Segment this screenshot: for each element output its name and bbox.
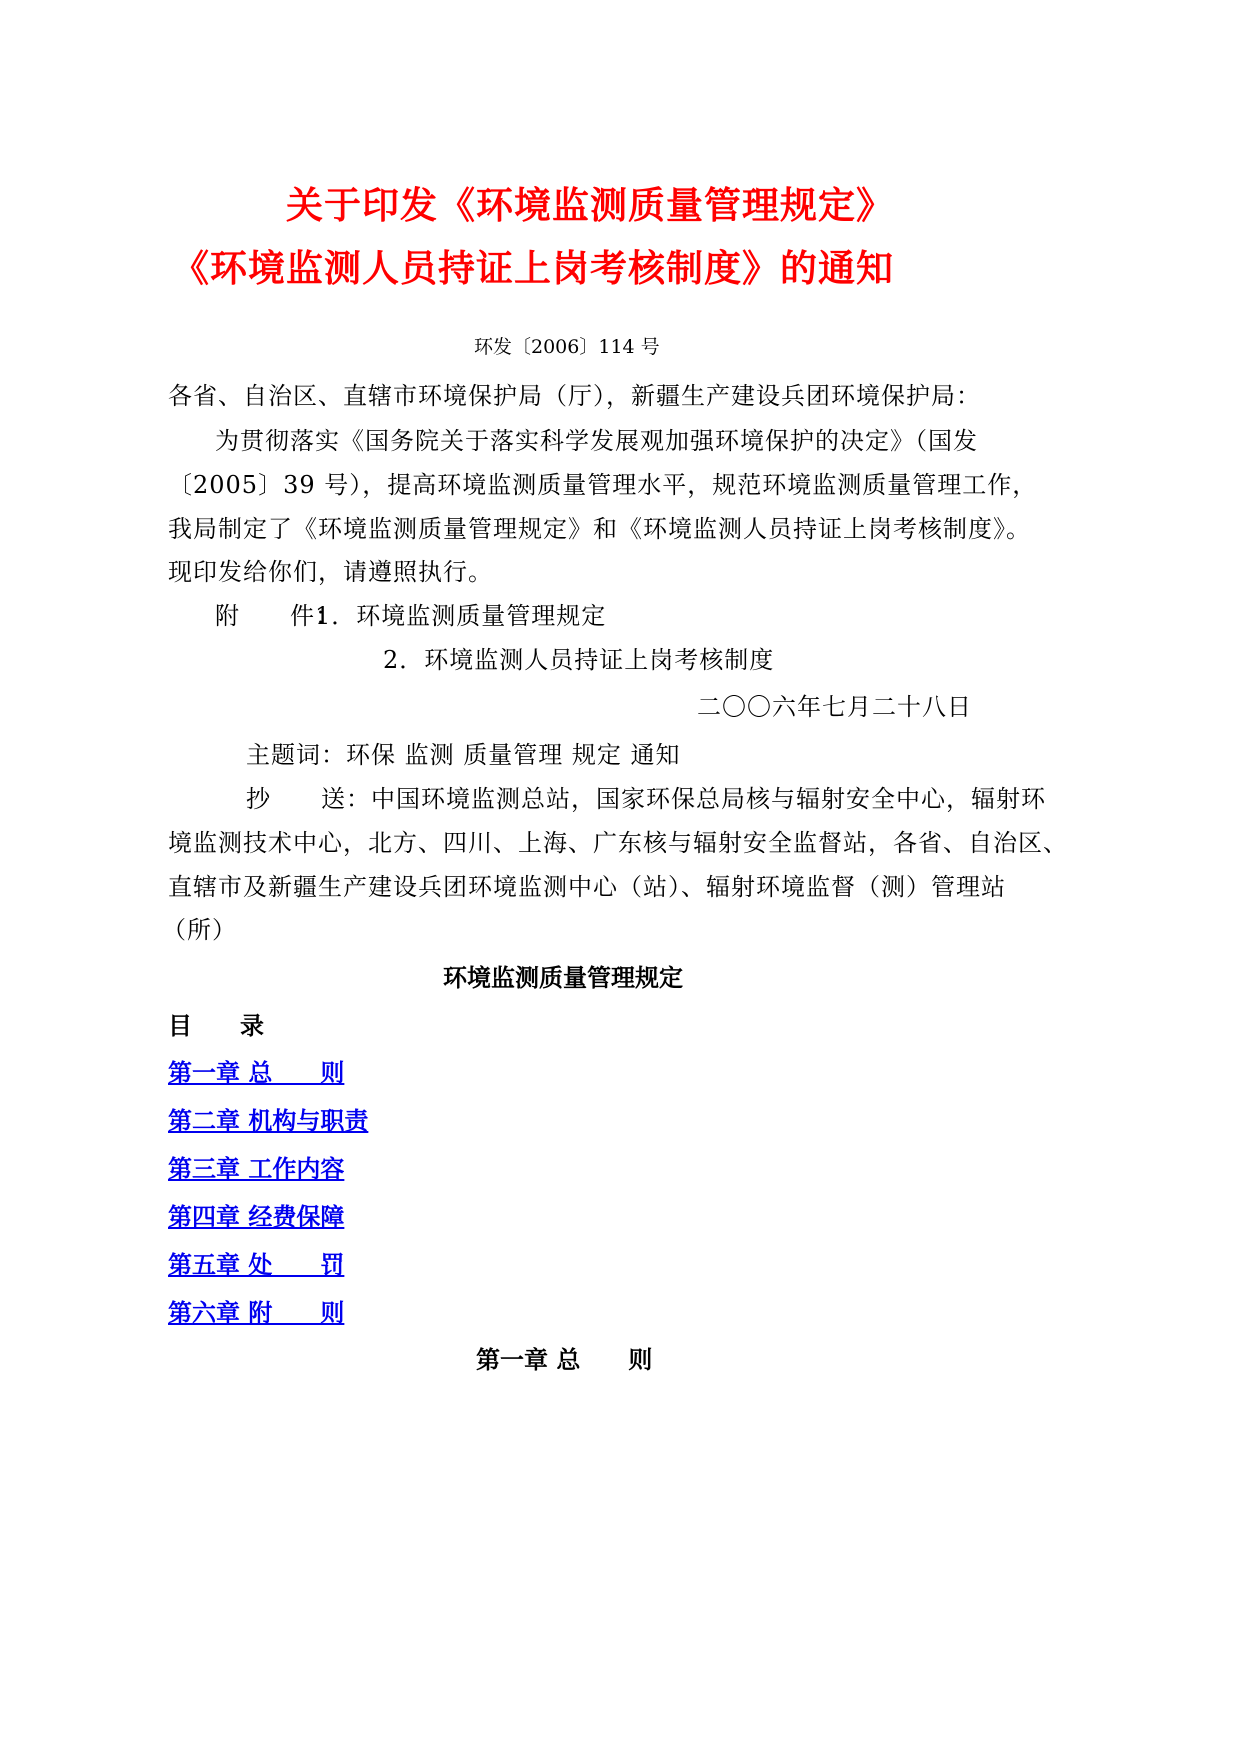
toc-heading: 目 录 — [168, 1012, 264, 1040]
body-line-1: 为贯彻落实《国务院关于落实科学发展观加强环境保护的决定》（国发 — [215, 427, 978, 455]
notice-title-line2: 《环境监测人员持证上岗考核制度》的通知 — [172, 247, 894, 290]
chapter-1-heading: 第一章 总 则 — [476, 1346, 653, 1374]
toc-link-chapter-1[interactable]: 第一章 总 则 — [168, 1059, 345, 1087]
body-line-4: 现印发给你们，请遵照执行。 — [168, 558, 493, 586]
issue-date: 二〇〇六年七月二十八日 — [697, 693, 972, 721]
subject-keywords: 主题词：环保 监测 质量管理 规定 通知 — [246, 741, 681, 769]
attachment-item-2: 2．环境监测人员持证上岗考核制度 — [383, 646, 775, 674]
document-number: 环发〔2006〕114 号 — [474, 336, 660, 358]
attachment-item-1: 1．环境监测质量管理规定 — [315, 602, 607, 630]
toc-link-chapter-3[interactable]: 第三章 工作内容 — [168, 1155, 345, 1183]
regulation-title: 环境监测质量管理规定 — [443, 964, 683, 992]
toc-link-chapter-6[interactable]: 第六章 附 则 — [168, 1299, 345, 1327]
attachments-label: 附 件： — [215, 602, 340, 630]
cc-line-3: 直辖市及新疆生产建设兵团环境监测中心（站）、辐射环境监督（测）管理站 — [168, 873, 1006, 901]
salutation: 各省、自治区、直辖市环境保护局（厅），新疆生产建设兵团环境保护局： — [168, 382, 981, 410]
cc-line-1: 抄 送：中国环境监测总站，国家环保总局核与辐射安全中心，辐射环 — [246, 785, 1046, 813]
toc-link-chapter-2[interactable]: 第二章 机构与职责 — [168, 1107, 369, 1135]
notice-title-line1: 关于印发《环境监测质量管理规定》 — [286, 184, 894, 227]
cc-line-2: 境监测技术中心，北方、四川、上海、广东核与辐射安全监督站，各省、自治区、 — [168, 829, 1068, 857]
toc-link-chapter-5[interactable]: 第五章 处 罚 — [168, 1251, 345, 1279]
cc-line-4: （所） — [162, 916, 237, 944]
body-line-3: 我局制定了《环境监测质量管理规定》和《环境监测人员持证上岗考核制度》。 — [168, 515, 1031, 543]
toc-link-chapter-4[interactable]: 第四章 经费保障 — [168, 1203, 345, 1231]
body-line-2: 〔2005〕39 号），提高环境监测质量管理水平，规范环境监测质量管理工作， — [168, 471, 1038, 499]
